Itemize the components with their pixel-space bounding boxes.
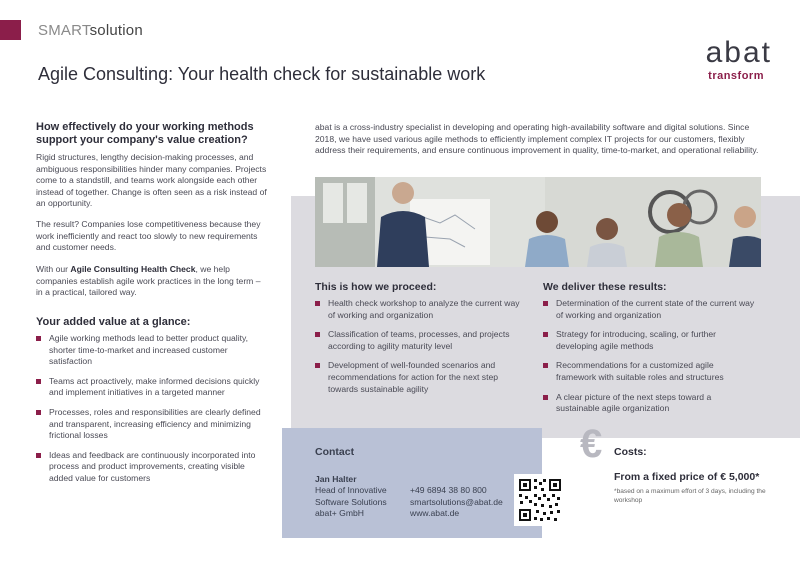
list-item: Agile working methods lead to better product quality, shorter time-to-market and increased customer satisfaction (36, 333, 268, 368)
results-heading: We deliver these results: (543, 281, 667, 293)
list-item: Processes, roles and responsibilities are clearly defined and transparent, increasing efficiency and minimizing frictional losses (36, 407, 268, 442)
contact-role: Head of Innovative (315, 485, 387, 495)
team-meeting-photo (315, 177, 761, 267)
euro-icon: € (580, 422, 603, 466)
contact-website[interactable]: www.abat.de (410, 508, 460, 519)
results-list (543, 298, 755, 423)
list-item: Recommendations for a customized agile framework with suitable roles and structures (543, 360, 755, 383)
contact-department: Software Solutions (315, 496, 387, 507)
contact-phone[interactable]: +49 6894 38 80 800 (410, 485, 487, 495)
logo-word: abat (705, 36, 772, 69)
problem-paragraph: Rigid structures, lengthy decision-making processes, and ambiguous responsibilities hinder many companies. Projects come to a standstill, and teams work alongside each other instead of together. Change is often seen as a risk instead of an opportunity. (36, 152, 267, 209)
price-footnote: *based on a maximum effort of 3 days, including the workshop (614, 488, 766, 504)
contact-details (315, 485, 387, 520)
contact-channels (410, 485, 503, 520)
list-item: Classification of teams, processes, and projects according to agility maturity level (315, 329, 525, 352)
contact-email[interactable]: smartsolutions@abat.de (410, 496, 503, 507)
list-item: A clear picture of the next steps toward a sustainable agile organization (543, 392, 755, 415)
list-item: Strategy for introducing, scaling, or further developing agile methods (543, 329, 755, 352)
page-title: Agile Consulting: Your health check for sustainable work (38, 64, 486, 84)
list-item: Determination of the current state of the current way of working and organization (543, 298, 755, 321)
offer-paragraph (36, 264, 268, 299)
brand-solution: solution (89, 22, 143, 39)
value-list (36, 333, 268, 493)
logo-subtitle: transform (708, 70, 764, 82)
costs-heading: Costs: (614, 446, 647, 458)
list-item: Teams act proactively, make informed decisions quickly and implement initiatives in a targeted manner (36, 376, 268, 399)
qr-code-icon[interactable] (514, 474, 566, 526)
offer-text-pre: With our (36, 264, 71, 274)
contact-name: Jan Halter (315, 474, 357, 484)
question-heading: How effectively do your working methods support your company's value creation? (36, 121, 254, 146)
brand-smart: SMART (38, 22, 90, 39)
list-item: Development of well-founded scenarios and recommendations for action for the next step towards sustainable agility (315, 360, 525, 395)
list-item: Health check workshop to analyze the current way of working and organization (315, 298, 525, 321)
corner-accent (0, 20, 21, 40)
price-label: From a fixed price of € 5,000* (614, 471, 760, 483)
abat-logo (672, 38, 772, 82)
value-heading: Your added value at a glance: (36, 316, 191, 328)
brand-label (38, 22, 143, 39)
offer-text-post: , we help companies establish agile work practices in the long term – in a practical, tailored way. (36, 264, 261, 298)
result-paragraph: The result? Companies lose competitiveness because they work inefficiently and react too slowly to new requirements and customer needs. (36, 219, 261, 253)
list-item: Ideas and feedback are continuously incorporated into process and product improvements, creating visible added value for customers (36, 450, 268, 485)
intro-paragraph: abat is a cross-industry specialist in developing and operating high-availability software and digital solutions. Since 2018, we have used various agile methods to efficiently implement complex IT projects for our customers, flexibly address their requirements, and ensure continuous improvement in quality, time-to-market, and operational reliability. (315, 122, 759, 156)
contact-heading: Contact (315, 446, 355, 458)
proceed-heading: This is how we proceed: (315, 281, 437, 293)
contact-company: abat+ GmbH (315, 508, 364, 519)
offer-product-name: Agile Consulting Health Check (70, 264, 196, 274)
proceed-list (315, 298, 525, 403)
